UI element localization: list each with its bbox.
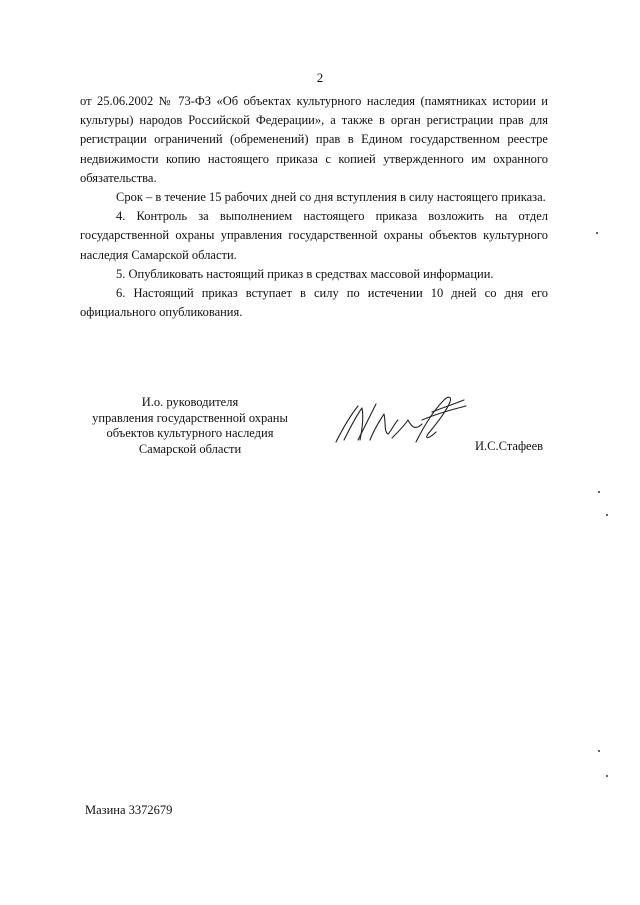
signer-name: И.С.Стафеев [475, 439, 544, 453]
scan-speck [596, 232, 598, 234]
order-body-text [80, 92, 548, 322]
scan-speck [598, 750, 600, 752]
scan-speck [606, 514, 608, 516]
paragraph-item-5: 5. Опубликовать настоящий приказ в средствах массовой информации. [116, 266, 494, 281]
scan-speck [598, 491, 600, 493]
scan-speck [606, 775, 608, 777]
paragraph-item-4: 4. Контроль за выполнением настоящего приказа возложить на отдел государственной охраны управления государственной охраны объектов культурного наследия Самарской области. [80, 209, 548, 262]
signatory-title-line: объектов культурного наследия [106, 426, 274, 440]
paragraph-item-6: 6. Настоящий приказ вступает в силу по истечении 10 дней со дня его официального опубликования. [80, 286, 548, 320]
handwritten-signature [332, 390, 472, 450]
paragraph-deadline: Срок – в течение 15 рабочих дней со дня вступления в силу настоящего приказа. [116, 190, 546, 205]
page-number: 2 [316, 70, 324, 85]
paragraph-continuation: от 25.06.2002 № 73-ФЗ «Об объектах культурного наследия (памятниках истории и культуры) народов Российской Федерации», а также в орган регистрации прав для регистрации ограничений (обременений) прав в Едином государственном реестре недвижимости копию настоящего приказа с копией утвержденного им охранного обязательства. [80, 94, 548, 185]
executor-note: Мазина 3372679 [85, 803, 173, 817]
signatory-title-line: Самарской области [138, 441, 242, 456]
signatory-title-line: управления государственной охраны [92, 410, 288, 425]
signatory-title-block [60, 395, 320, 457]
signatory-title-line: И.о. руководителя [141, 395, 239, 409]
